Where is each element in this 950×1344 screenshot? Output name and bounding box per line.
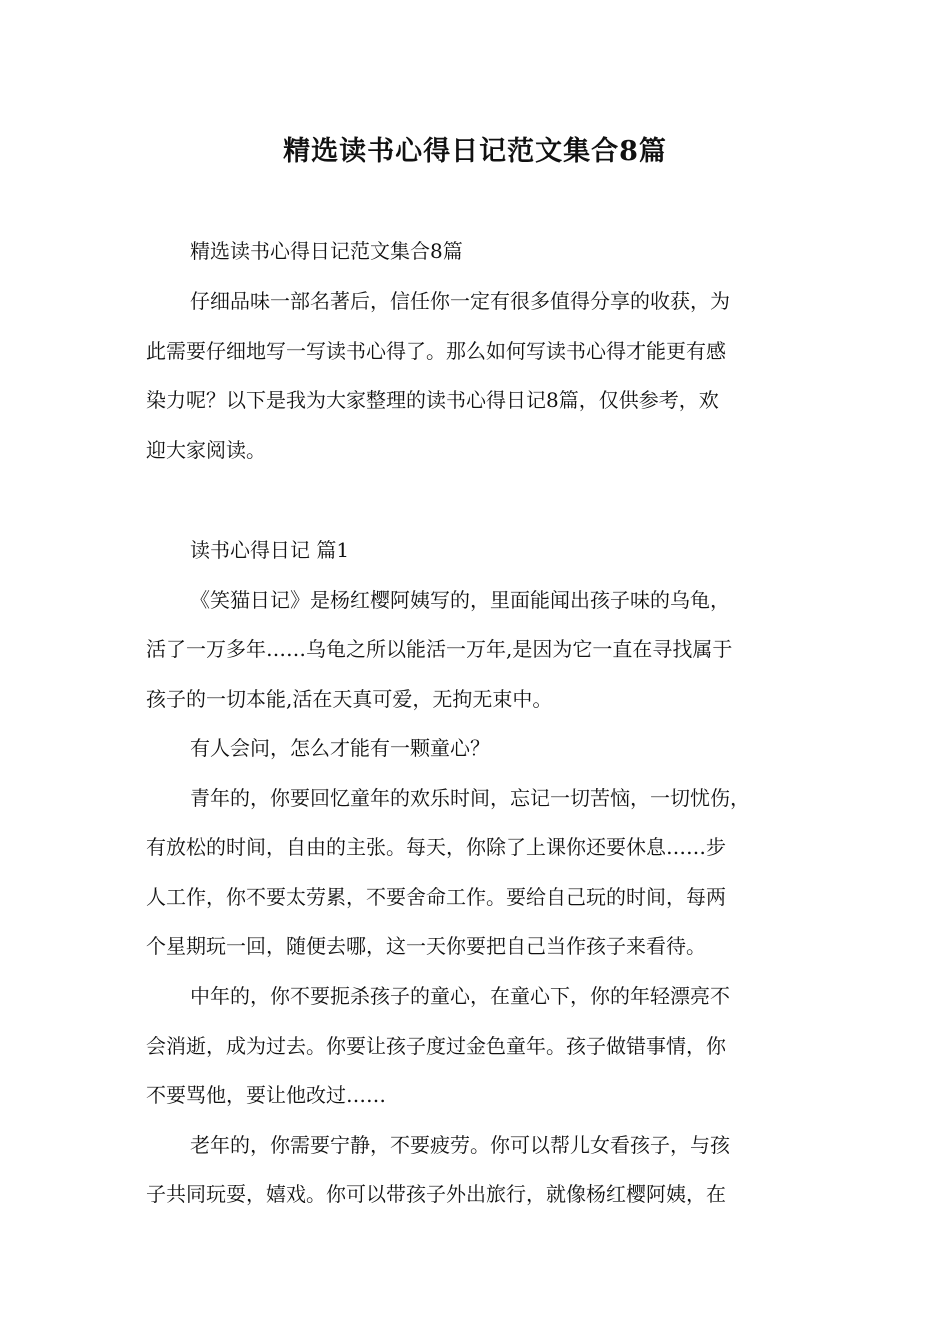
- intro-line: 迎大家阅读。: [146, 438, 266, 462]
- paragraph-line: 《笑猫日记》是杨红樱阿姨写的，里面能闻出孩子味的乌龟，: [190, 588, 730, 612]
- intro-line: 此需要仔细地写一写读书心得了。那么如何写读书心得才能更有感: [146, 339, 726, 363]
- section-heading: 读书心得日记 篇1: [190, 538, 350, 562]
- paragraph-line: 青年的，你要回忆童年的欢乐时间，忘记一切苦恼，一切忧伤，: [190, 786, 750, 810]
- subtitle-line: 精选读书心得日记范文集合8篇: [190, 239, 463, 263]
- intro-line: 仔细品味一部名著后，信任你一定有很多值得分享的收获，为: [190, 289, 730, 313]
- intro-line: 染力呢？以下是我为大家整理的读书心得日记8篇，仅供参考，欢: [146, 388, 719, 412]
- paragraph-line: 有放松的时间，自由的主张。每天，你除了上课你还要休息……步: [146, 835, 726, 859]
- paragraph-line: 老年的，你需要宁静，不要疲劳。你可以帮儿女看孩子，与孩: [190, 1133, 730, 1157]
- document-title: 精选读书心得日记范文集合8篇: [283, 136, 667, 167]
- paragraph-line: 活了一万多年……乌龟之所以能活一万年,是因为它一直在寻找属于: [146, 637, 733, 661]
- paragraph-line: 不要骂他，要让他改过……: [146, 1083, 386, 1107]
- paragraph-line: 会消逝，成为过去。你要让孩子度过金色童年。孩子做错事情，你: [146, 1034, 726, 1058]
- paragraph-line: 孩子的一切本能,活在天真可爱，无拘无束中。: [146, 687, 553, 711]
- paragraph-line: 个星期玩一回，随便去哪，这一天你要把自己当作孩子来看待。: [146, 934, 706, 958]
- paragraph-line: 有人会问，怎么才能有一颗童心？: [190, 736, 490, 760]
- paragraph-line: 子共同玩耍，嬉戏。你可以带孩子外出旅行，就像杨红樱阿姨，在: [146, 1182, 726, 1206]
- paragraph-line: 人工作，你不要太劳累，不要舍命工作。要给自己玩的时间，每两: [146, 885, 726, 909]
- paragraph-line: 中年的，你不要扼杀孩子的童心，在童心下，你的年轻漂亮不: [190, 984, 730, 1008]
